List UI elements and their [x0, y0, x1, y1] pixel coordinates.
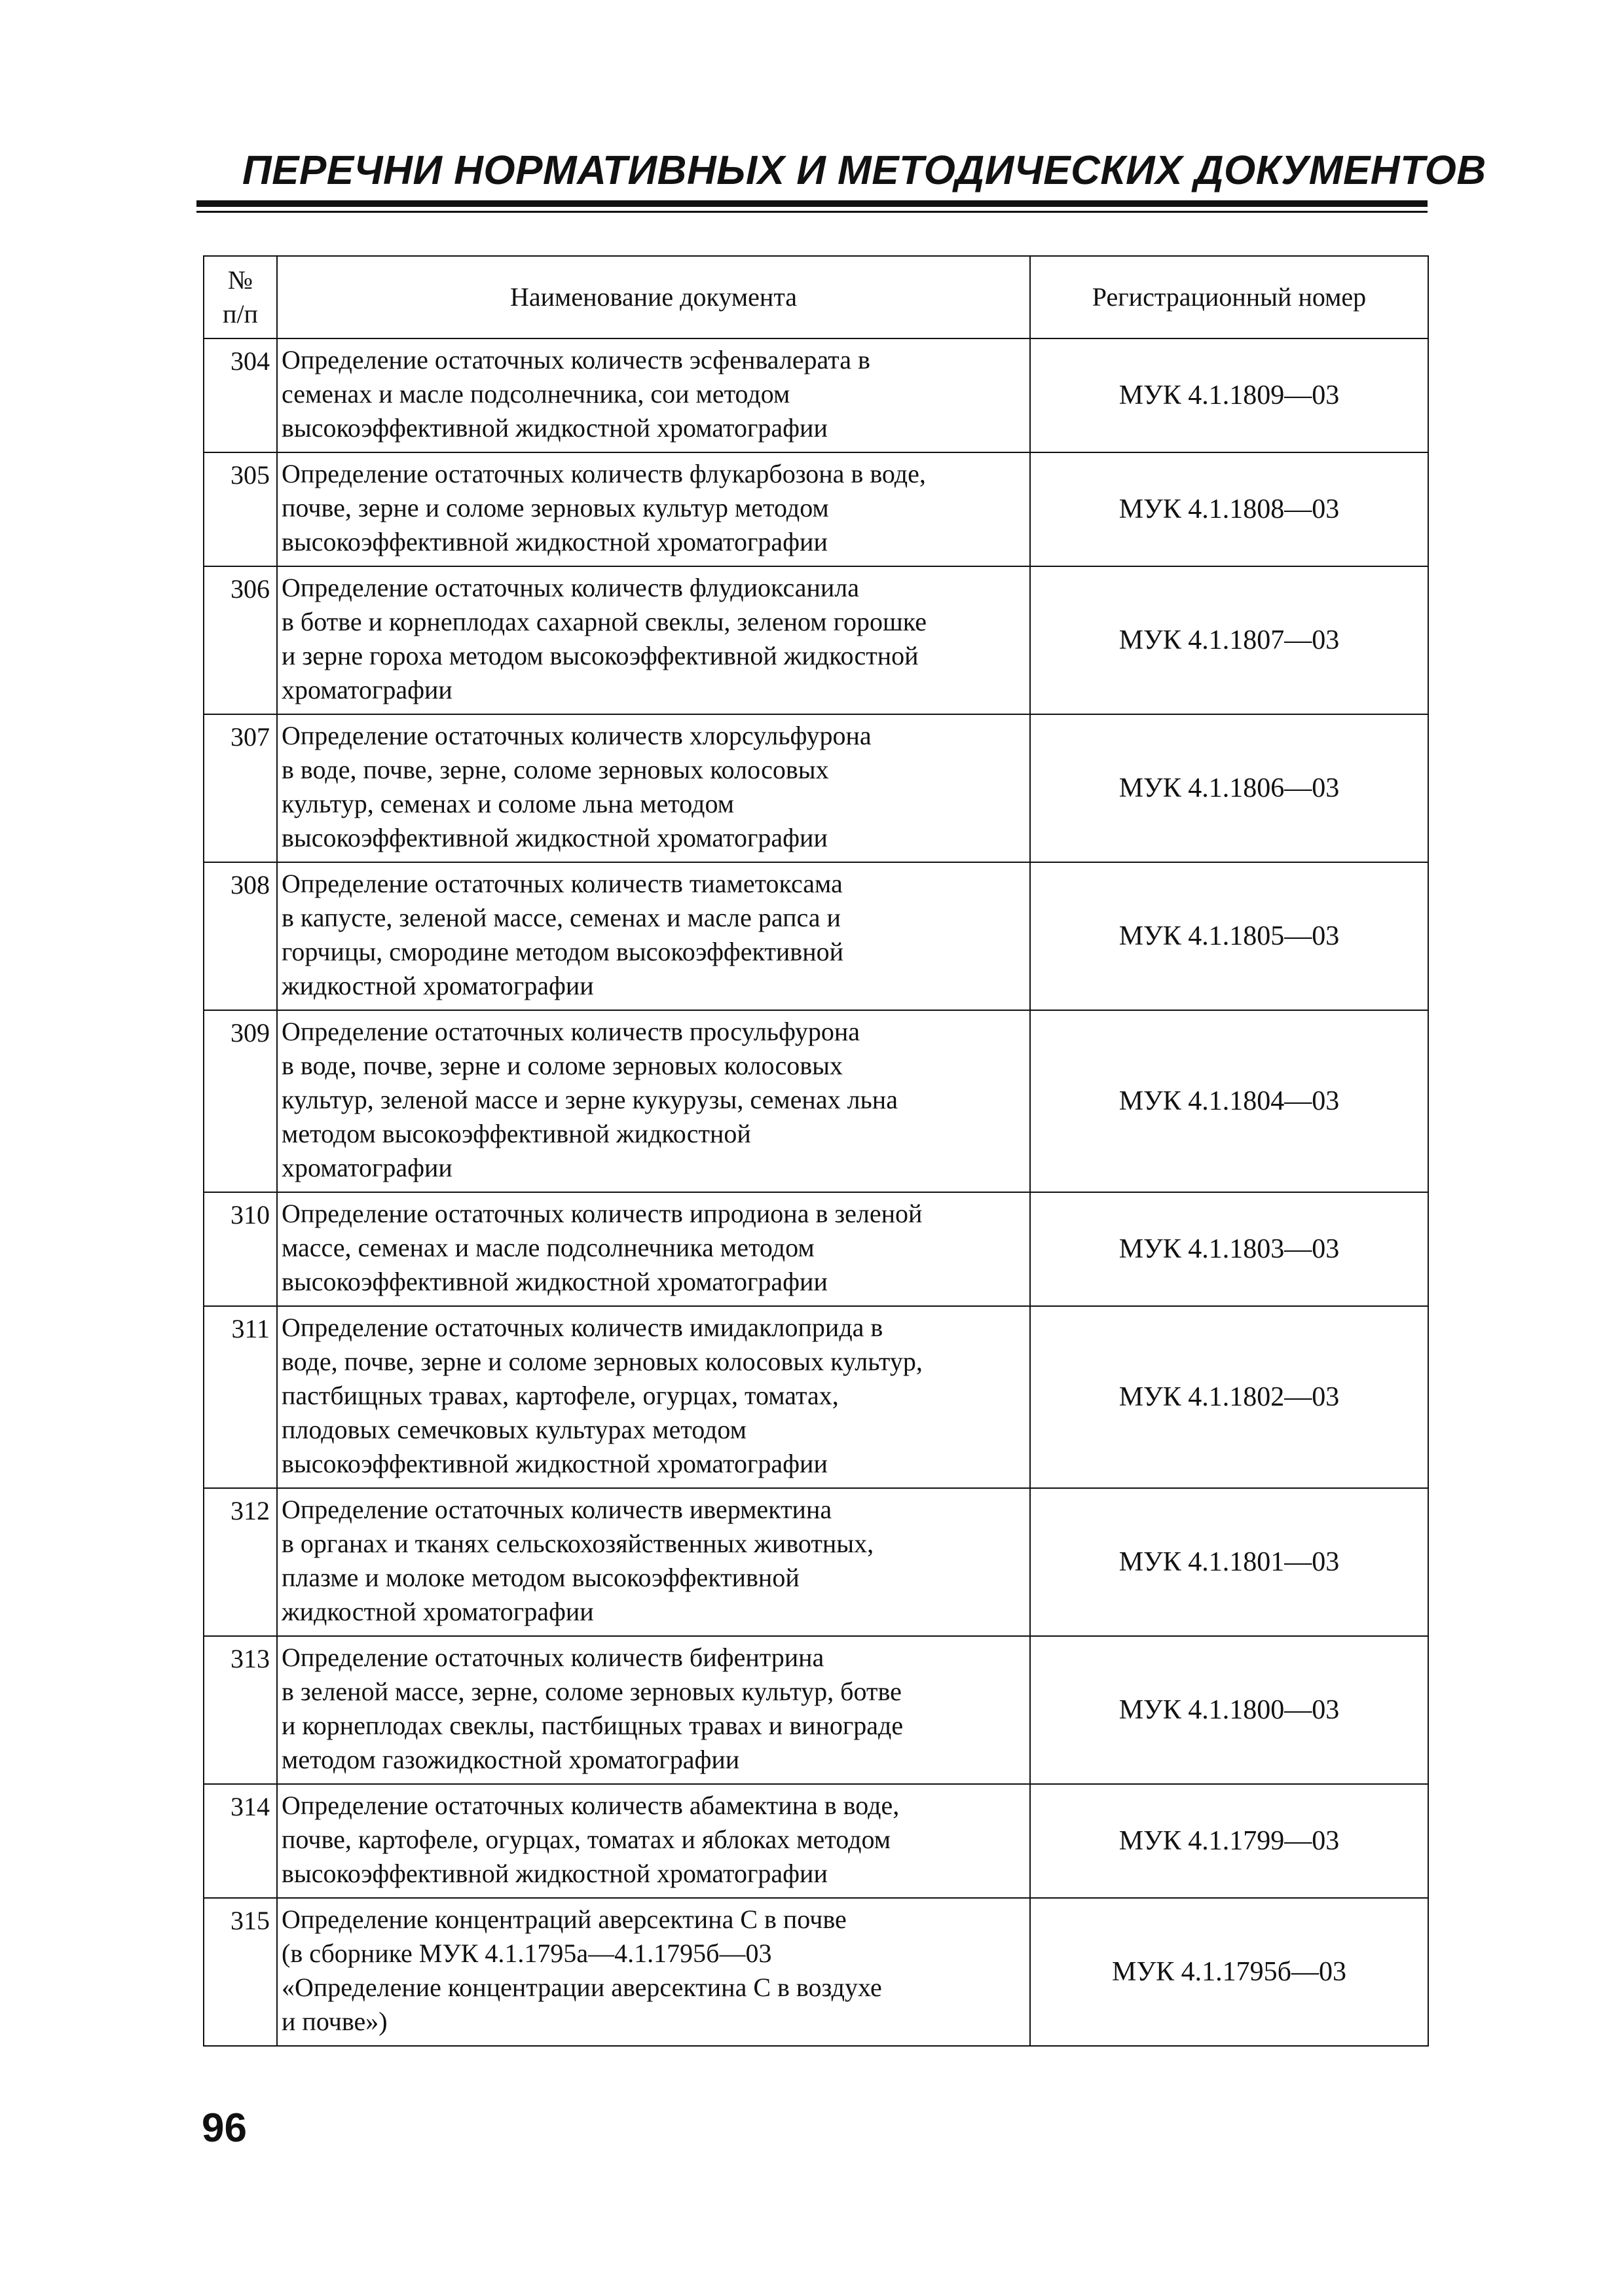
table-row: [204, 1784, 1428, 1898]
document-name-line: в воде, почве, зерне, соломе зерновых колосовых: [282, 755, 829, 784]
row-number: 313: [204, 1636, 277, 1784]
document-name-line: методом высокоэффективной жидкостной: [282, 1119, 751, 1148]
table-row: [204, 1898, 1428, 2046]
document-name-line: Определение остаточных количеств ивермектина: [282, 1495, 832, 1524]
document-name-line: Определение остаточных количеств хлорсульфурона: [282, 721, 872, 750]
document-name: [277, 1488, 1030, 1636]
document-name: [277, 714, 1030, 862]
document-name: [277, 452, 1030, 566]
document-name: [277, 1898, 1030, 2046]
row-number: 309: [204, 1010, 277, 1192]
column-header-registration: Регистрационный номер: [1030, 256, 1428, 338]
row-number: 305: [204, 452, 277, 566]
document-name-line: высокоэффективной жидкостной хроматографии: [282, 1267, 828, 1296]
document-name-line: Определение концентраций аверсектина С в почве: [282, 1904, 847, 1934]
document-name-line: Определение остаточных количеств флудиоксанила: [282, 573, 859, 602]
header-rule-thin: [196, 211, 1428, 213]
registration-number: МУК 4.1.1795б—03: [1030, 1898, 1428, 2046]
document-name: [277, 338, 1030, 452]
registration-number: МУК 4.1.1805—03: [1030, 862, 1428, 1010]
column-header-number-line1: №: [227, 265, 253, 295]
document-name-line: жидкостной хроматографии: [282, 1597, 594, 1626]
document-name-line: Определение остаточных количеств эсфенвалерата в: [282, 345, 870, 374]
document-name: [277, 1306, 1030, 1488]
document-name-line: «Определение концентрации аверсектина С в воздухе: [282, 1973, 882, 2002]
document-name-line: высокоэффективной жидкостной хроматографии: [282, 527, 828, 556]
document-name-line: в зеленой массе, зерне, соломе зерновых культур, ботве: [282, 1677, 902, 1706]
document-name-line: пастбищных травах, картофеле, огурцах, томатах,: [282, 1381, 839, 1410]
registration-number: МУК 4.1.1809—03: [1030, 338, 1428, 452]
table-row: [204, 1488, 1428, 1636]
table-row: [204, 338, 1428, 452]
document-name-line: воде, почве, зерне и соломе зерновых колосовых культур,: [282, 1347, 923, 1376]
registration-number: МУК 4.1.1804—03: [1030, 1010, 1428, 1192]
page-title: ПЕРЕЧНИ НОРМАТИВНЫХ И МЕТОДИЧЕСКИХ ДОКУМЕНТОВ: [242, 148, 1486, 193]
document-name-line: методом газожидкостной хроматографии: [282, 1745, 740, 1774]
table-row: [204, 1010, 1428, 1192]
registration-number: МУК 4.1.1806—03: [1030, 714, 1428, 862]
table-body: [204, 338, 1428, 2046]
document-name-line: и зерне гороха методом высокоэффективной жидкостной: [282, 641, 919, 670]
document-name-line: хроматографии: [282, 675, 452, 704]
document-name-line: плазме и молоке методом высокоэффективной: [282, 1563, 800, 1592]
registration-number: МУК 4.1.1807—03: [1030, 566, 1428, 714]
document-name-line: высокоэффективной жидкостной хроматографии: [282, 1859, 828, 1888]
table-row: [204, 862, 1428, 1010]
document-name-line: культур, зеленой массе и зерне кукурузы, семенах льна: [282, 1085, 898, 1114]
document-name-line: почве, зерне и соломе зерновых культур методом: [282, 493, 829, 522]
document-name-line: высокоэффективной жидкостной хроматографии: [282, 1449, 828, 1478]
registration-number: МУК 4.1.1800—03: [1030, 1636, 1428, 1784]
document-name-line: высокоэффективной жидкостной хроматографии: [282, 413, 828, 443]
column-header-number-line2: п/п: [223, 299, 258, 329]
document-name-line: Определение остаточных количеств бифентрина: [282, 1643, 824, 1672]
table-row: [204, 452, 1428, 566]
document-name-line: и почве»): [282, 2007, 388, 2036]
document-name-line: (в сборнике МУК 4.1.1795а—4.1.1795б—03: [282, 1939, 772, 1968]
table-row: [204, 1306, 1428, 1488]
row-number: 312: [204, 1488, 277, 1636]
document-name-line: в органах и тканях сельскохозяйственных животных,: [282, 1529, 874, 1558]
document-name-line: культур, семенах и соломе льна методом: [282, 789, 734, 818]
document-name-line: Определение остаточных количеств абамектина в воде,: [282, 1791, 900, 1820]
document-name-line: и корнеплодах свеклы, пастбищных травах и винограде: [282, 1711, 904, 1740]
document-name-line: высокоэффективной жидкостной хроматографии: [282, 823, 828, 852]
row-number: 314: [204, 1784, 277, 1898]
document-name-line: жидкостной хроматографии: [282, 971, 594, 1000]
row-number: 310: [204, 1192, 277, 1306]
header-rule-thick: [196, 200, 1428, 207]
registration-number: МУК 4.1.1803—03: [1030, 1192, 1428, 1306]
document-name: [277, 1636, 1030, 1784]
table-row: [204, 566, 1428, 714]
registration-number: МУК 4.1.1808—03: [1030, 452, 1428, 566]
registration-number: МУК 4.1.1802—03: [1030, 1306, 1428, 1488]
document-name-line: Определение остаточных количеств просульфурона: [282, 1017, 860, 1046]
table-row: [204, 1636, 1428, 1784]
documents-table: [203, 255, 1429, 2047]
document-name-line: в капусте, зеленой массе, семенах и масле рапса и: [282, 903, 841, 932]
table-row: [204, 1192, 1428, 1306]
row-number: 307: [204, 714, 277, 862]
page-header: [196, 148, 1486, 216]
column-header-name: Наименование документа: [277, 256, 1030, 338]
document-name-line: горчицы, смородине методом высокоэффективной: [282, 937, 844, 966]
registration-number: МУК 4.1.1799—03: [1030, 1784, 1428, 1898]
document-name-line: Определение остаточных количеств флукарбозона в воде,: [282, 459, 926, 488]
document-name-line: Определение остаточных количеств ипродиона в зеленой: [282, 1199, 923, 1228]
document-name-line: почве, картофеле, огурцах, томатах и яблоках методом: [282, 1825, 891, 1854]
registration-number: МУК 4.1.1801—03: [1030, 1488, 1428, 1636]
document-name: [277, 862, 1030, 1010]
page-number: 96: [202, 2105, 247, 2151]
document-name-line: Определение остаточных количеств имидаклоприда в: [282, 1313, 883, 1342]
row-number: 308: [204, 862, 277, 1010]
document-name-line: Определение остаточных количеств тиаметоксама: [282, 869, 843, 898]
document-name-line: семенах и масле подсолнечника, сои методом: [282, 379, 790, 409]
document-name-line: в ботве и корнеплодах сахарной свеклы, зеленом горошке: [282, 607, 927, 636]
column-header-number: [204, 256, 277, 338]
row-number: 304: [204, 338, 277, 452]
document-name: [277, 566, 1030, 714]
row-number: 315: [204, 1898, 277, 2046]
row-number: 306: [204, 566, 277, 714]
document-name-line: хроматографии: [282, 1153, 452, 1182]
document-name-line: в воде, почве, зерне и соломе зерновых колосовых: [282, 1051, 843, 1080]
table-header-row: [204, 256, 1428, 338]
table-row: [204, 714, 1428, 862]
document-name: [277, 1784, 1030, 1898]
document-name-line: массе, семенах и масле подсолнечника методом: [282, 1233, 815, 1262]
document-name: [277, 1010, 1030, 1192]
row-number: 311: [204, 1306, 277, 1488]
table-header: [204, 256, 1428, 338]
document-name: [277, 1192, 1030, 1306]
document-name-line: плодовых семечковых культурах методом: [282, 1415, 747, 1444]
